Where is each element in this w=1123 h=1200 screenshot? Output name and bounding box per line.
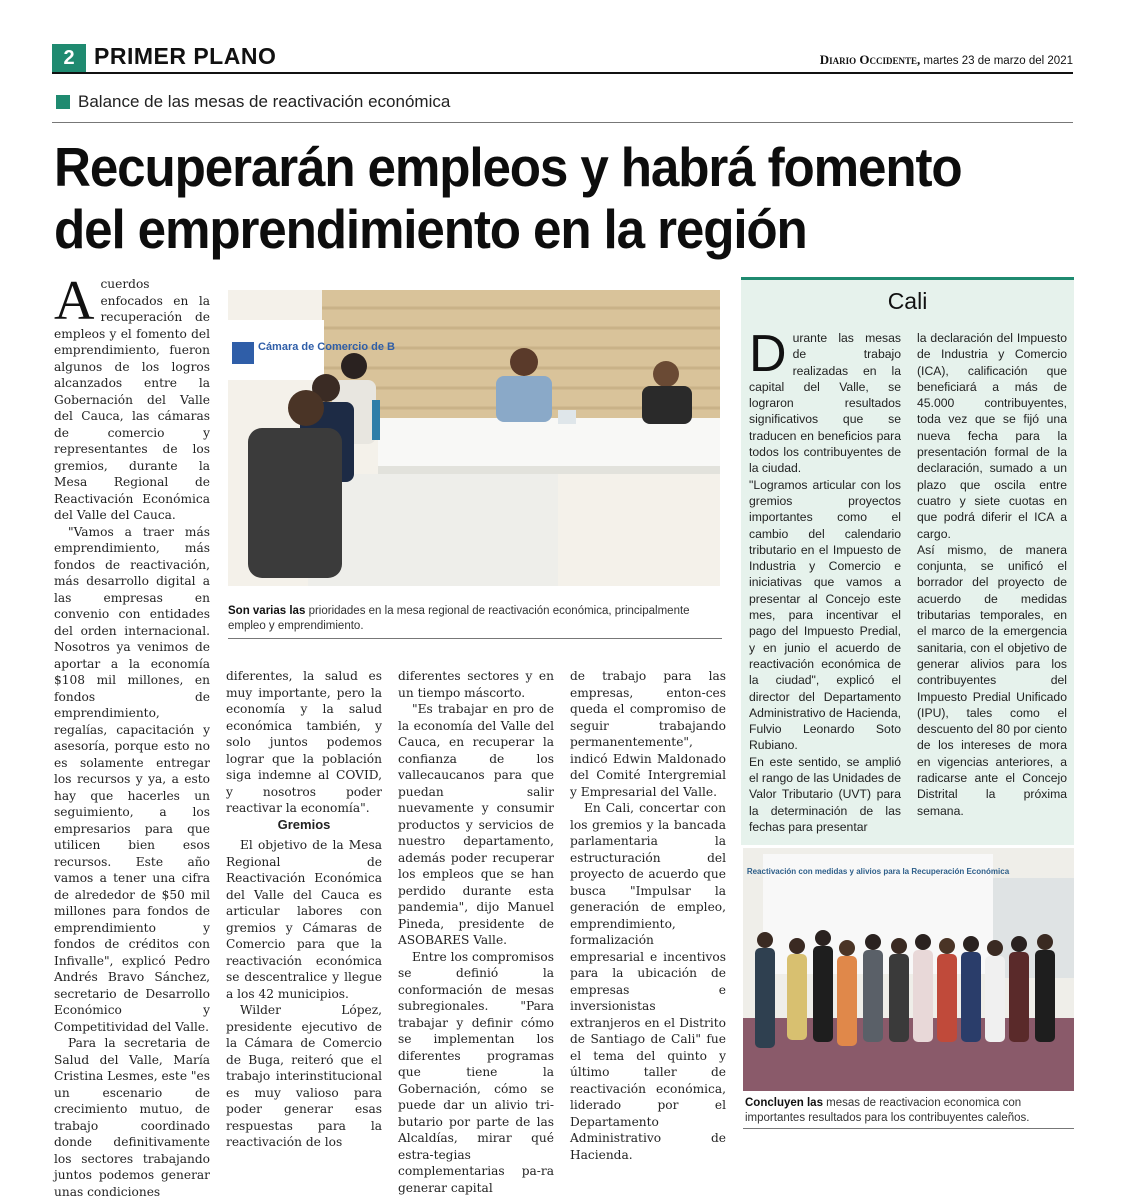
article-column-3	[398, 668, 554, 1195]
sidebar-title: Cali	[887, 288, 928, 314]
caption-lead: Son varias las	[228, 605, 306, 617]
square-bullet-icon	[56, 95, 70, 109]
headline-line-2: del emprendimiento en la región	[54, 198, 807, 260]
paragraph: de trabajo para las empresas, enton-ces queda el compromiso de seguir trabajando permanentemente", indicó Edwin Maldonado del Comité Intergremial y Empresarial del Valle.	[570, 669, 726, 799]
paragraph: la declaración del Impuesto de Industria y Comercio (ICA), calificación que beneficiará a más de 45.000 contribuyentes, toda vez que se fijó una nueva fecha para la presentación formal de la declaración, sumado a un plazo que oscila entre cuatro y siete cuotas en que podrá diferir el ICA a cargo.	[917, 331, 1067, 541]
dropcap: D	[749, 325, 787, 383]
article-column-4	[570, 668, 726, 1162]
paragraph: diferentes, la salud es muy importante, pero la economía y la salud económica también, y solo juntos podemos lograr que la población siga indemne al COVID, y nosotros poder reactivar la economía".	[226, 669, 382, 815]
caption-lead: Concluyen las	[745, 1097, 823, 1109]
paragraph: "Es trabajar en pro de la economía del Valle del Cauca, en recuperar la confianza de los vallecaucanos para que puedan salir nuevamente y consumir productos y servicios de nuestro departamento, además poder recuperar los empleos que se han perdido durante esta pandemia", dijo Manuel Pineda, presidente de ASOBARES Valle.	[398, 702, 554, 947]
headline	[54, 136, 1003, 260]
group-photo-illustration	[743, 848, 1074, 1091]
caption-rule	[228, 638, 722, 639]
masthead	[820, 52, 1073, 68]
paragraph: Entre los compromisos se definió la conformación de mesas subregionales. "Para trabajar y definir cómo se implementan los diferentes programas que tiene la Gobernación, cómo se puede dar un alivio tri-butario por parte de las Alcaldías, mirar qué estra-tegias complementarias pa-ra generar capital	[398, 949, 554, 1195]
cali-sidebar	[741, 277, 1074, 845]
paragraph: diferentes sectores y en un tiempo máscorto.	[398, 669, 554, 700]
paragraph: Wilder López, presidente ejecutivo de la Cámara de Comercio de Buga, reiteró que el trabajo interinstitucional es muy valioso para poder generar esas respuestas para la reactivación de los	[226, 1003, 382, 1149]
paragraph: En Cali, concertar con los gremios y la bancada parlamentaria la estructuración del proyecto de acuerdo que busca "Impulsar la generación de empleo, emprendimiento, formalización empresarial e incentivos para la ubicación de empresas e inversionistas extranjeros en el Distrito de Santiago de Cali" fue el tema del quinto y último taller de reactivación económica, liderado por el Departamento Administrativo de Hacienda.	[570, 801, 726, 1162]
article-column-2	[226, 668, 382, 1149]
subheading: Gremios	[277, 816, 331, 832]
article-column-1	[54, 270, 210, 1199]
newspaper-brand: Diario Occidente,	[819, 52, 921, 67]
header-rule	[52, 72, 1073, 74]
paragraph: Durante las mesas de trabajo realizadas en la capital del Valle, se lograron resultados significativos que se traducen en beneficios para todos los contribuyentes de la ciudad.	[749, 325, 901, 476]
issue-date: martes 23 de marzo del 2021	[923, 55, 1073, 67]
section-title: PRIMER PLANO	[94, 43, 277, 69]
meeting-photo	[228, 290, 720, 586]
kicker-text: Balance de las mesas de reactivación económica	[78, 92, 451, 111]
sign-text: Cámara de Comercio de B	[258, 341, 395, 353]
sidebar-column-left	[749, 325, 901, 835]
kicker-rule	[52, 122, 1073, 123]
banner-text: Reactivación con medidas y alivios para la Recuperación Económica	[746, 867, 1010, 876]
paragraph: El objetivo de la Mesa Regional de Reactivación Económica del Valle del Cauca es articular labores con gremios y Cámaras de Comercio para que la reactivación económica se descentralice y llegue a los 42 municipios.	[226, 838, 382, 1001]
page-number: 2	[52, 44, 86, 72]
group-photo-caption	[745, 1096, 1076, 1126]
paragraph: Así mismo, de manera conjunta, se unificó el borrador del proyecto de acuerdo de medidas tributarias temporales, en el marco de la emergencia sanitaria, con el objetivo de generar alivios para los contribuyentes del Impuesto Predial Unificado (IPU), tales como el descuento del 80 por ciento de los intereses de mora en vigencias anteriores, a radicarse ante el Concejo Distrital la próxima semana.	[917, 542, 1067, 818]
lead-paragraph: Acuerdos enfocados en la recuperación de empleos y el fomento del emprendimiento, fueron algunos de los logros alcanzados entre la Gobernación del Valle del Cauca, las cámaras de comercio y representantes de los gremios, durante la Mesa Regional de Reactivación Económica del Valle del Cauca.	[54, 270, 210, 522]
kicker	[56, 92, 450, 112]
photo-caption	[228, 604, 722, 634]
caption-text: prioridades en la mesa regional de reactivación económica, principalmente empleo y emprendimiento.	[228, 605, 690, 632]
group-photo	[743, 848, 1074, 1091]
headline-line-1: Recuperarán empleos y habrá fomento	[54, 136, 962, 198]
caption-rule	[743, 1128, 1074, 1129]
paragraph: Para la secretaria de Salud del Valle, María Cristina Lesmes, este "es un escenario de crecimiento mutuo, de trabajo coordinado donde definitivamente los sectores trabajando juntos podemos generar unas condiciones	[54, 1036, 210, 1199]
paragraph: En este sentido, se amplió el rango de las Unidades de Valor Tributario (UVT) para la determinación de las fechas para presentar	[749, 754, 901, 834]
sidebar-column-right	[917, 330, 1067, 819]
dropcap: A	[54, 270, 95, 332]
paragraph: "Vamos a traer más emprendimiento, más fondos de reactivación, más desarrollo digital a las empresas en convenio con entidades del orden internacional. Nosotros ya venimos de aportar a la economía $108 mil millones, en fondos de emprendimiento, regalías, capacitación y asesoría, porque esto no es solamente entregar los recursos y ya, a esto hay que hacerles un seguimiento, a los empresarios para que utilicen bien esos recursos. Este año vamos a tener una cifra de alrededor de $50 mil millones para fondos de emprendimiento y fondos de créditos con Infivalle", explicó Pedro Andrés Bravo Sánchez, secretario de Desarrollo Económico y Competitividad del Valle.	[54, 524, 210, 1034]
paragraph: "Logramos articular con los gremios proyectos importantes como el cambio del calendario tributario en el Impuesto de Industria y Comercio e iniciativas que vamos a presentar al Concejo este mes, para incentivar el pago del Impuesto Predial, y en junio el acuerdo de reactivación económica de la ciudad", explicó el director del Departamento Administrativo de Hacienda, Fulvio Leonardo Soto Rubiano.	[749, 477, 901, 753]
meeting-photo-illustration	[228, 290, 720, 586]
caption-text: mesas de reactivacion economica con importantes resultados para los contribuyentes caleños.	[745, 1097, 1030, 1124]
